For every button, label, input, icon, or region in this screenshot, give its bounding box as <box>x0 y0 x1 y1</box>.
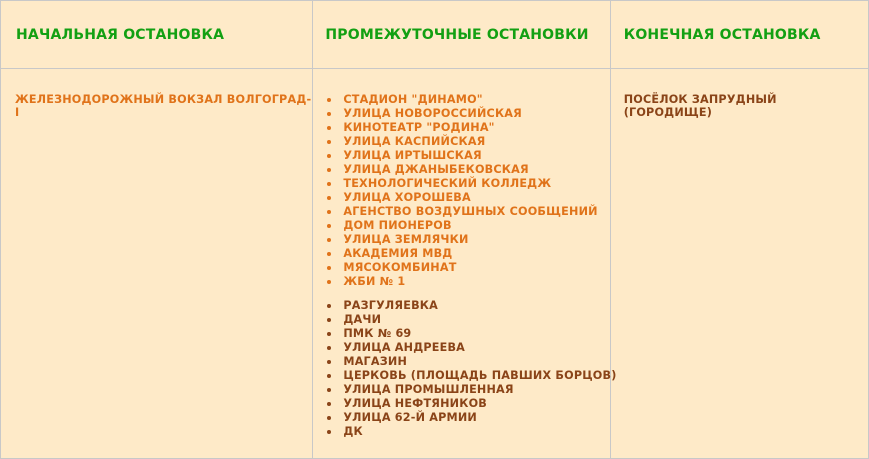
end-stop-cell <box>610 69 868 459</box>
stop-item: УЛИЦА ДЖАНЫБЕКОВСКАЯ <box>326 163 609 177</box>
intermediate-stops-cell <box>313 69 617 459</box>
stop-item: ДК <box>326 425 609 439</box>
header-end-stop: КОНЕЧНАЯ ОСТАНОВКА <box>610 1 868 69</box>
header-start-stop: НАЧАЛЬНАЯ ОСТАНОВКА <box>1 1 313 69</box>
stop-item: УЛИЦА 62-Й АРМИИ <box>326 411 609 425</box>
stop-item: УЛИЦА ЗЕМЛЯЧКИ <box>326 233 609 247</box>
route-row <box>1 69 869 459</box>
end-stop-name: ПОСЁЛОК ЗАПРУДНЫЙ (ГОРОДИЩЕ) <box>623 93 777 119</box>
stop-item: УЛИЦА ИРТЫШСКАЯ <box>326 149 609 163</box>
intermediate-stops-list-1 <box>313 93 609 289</box>
stop-item: ДОМ ПИОНЕРОВ <box>326 219 609 233</box>
stop-item: УЛИЦА КАСПИЙСКАЯ <box>326 135 609 149</box>
stop-item: КИНОТЕАТР "РОДИНА" <box>326 121 609 135</box>
stop-item: УЛИЦА ПРОМЫШЛЕННАЯ <box>326 383 609 397</box>
start-stop-cell <box>1 69 313 459</box>
stop-item: УЛИЦА НЕФТЯНИКОВ <box>326 397 609 411</box>
stop-item: ЦЕРКОВЬ (ПЛОЩАДЬ ПАВШИХ БОРЦОВ) <box>326 369 609 383</box>
intermediate-stops-list-2 <box>313 299 617 439</box>
stop-item: СТАДИОН "ДИНАМО" <box>326 93 609 107</box>
stop-item: ТЕХНОЛОГИЧЕСКИЙ КОЛЛЕДЖ <box>326 177 609 191</box>
stop-item: УЛИЦА ХОРОШЕВА <box>326 191 609 205</box>
stop-item: УЛИЦА НОВОРОССИЙСКАЯ <box>326 107 609 121</box>
start-stop-name: ЖЕЛЕЗНОДОРОЖНЫЙ ВОКЗАЛ ВОЛГОГРАД-I <box>15 93 312 119</box>
stop-item: АГЕНСТВО ВОЗДУШНЫХ СООБЩЕНИЙ <box>326 205 609 219</box>
stop-item: ДАЧИ <box>326 313 609 327</box>
header-row <box>1 1 869 69</box>
stop-item: МАГАЗИН <box>326 355 609 369</box>
stop-item: ЖБИ № 1 <box>326 275 609 289</box>
stop-item: УЛИЦА АНДРЕЕВА <box>326 341 609 355</box>
stop-item: АКАДЕМИЯ МВД <box>326 247 609 261</box>
stop-item: РАЗГУЛЯЕВКА <box>326 299 609 313</box>
header-intermediate-stops: ПРОМЕЖУТОЧНЫЕ ОСТАНОВКИ <box>313 1 610 69</box>
stop-item: ПМК № 69 <box>326 327 609 341</box>
stop-item: МЯСОКОМБИНАТ <box>326 261 609 275</box>
